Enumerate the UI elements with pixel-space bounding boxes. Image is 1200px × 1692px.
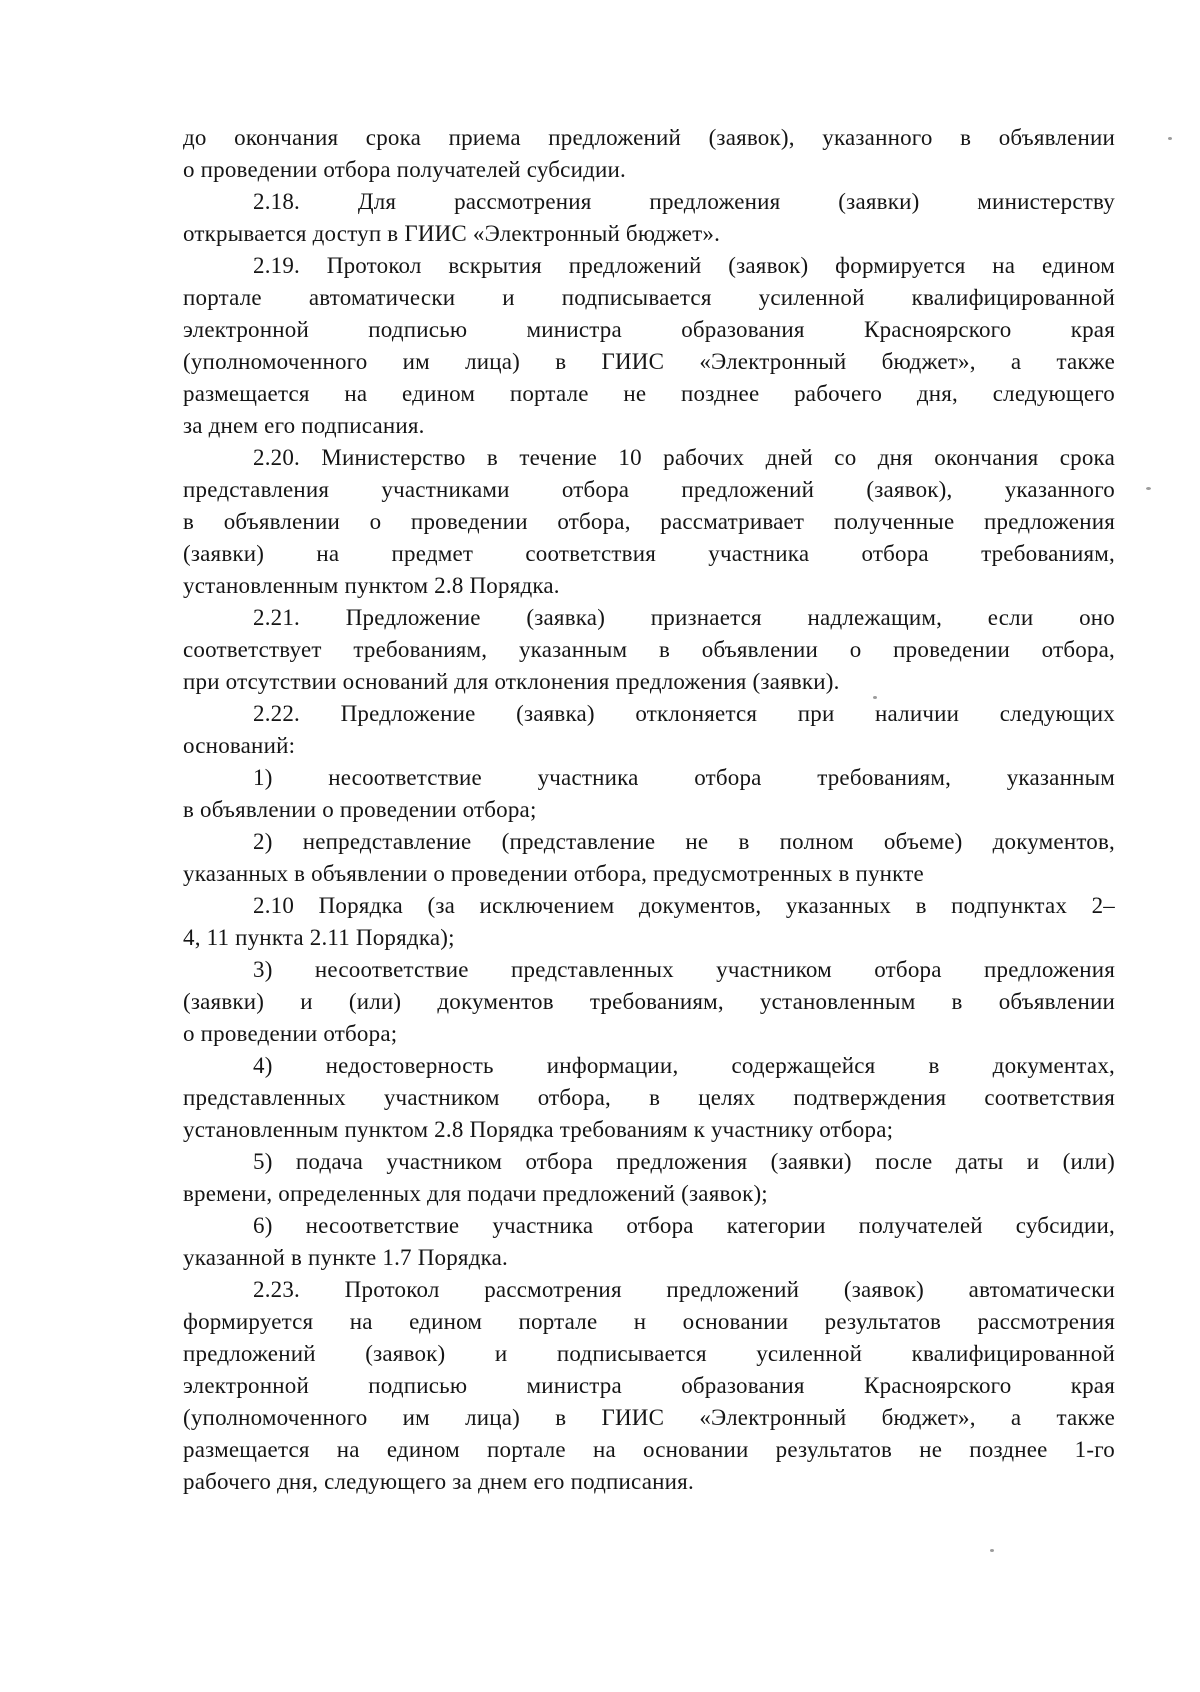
text-line: (уполномоченного им лица) в ГИИС «Электронный бюджет», а также	[183, 349, 1115, 374]
paragraph	[183, 602, 1115, 698]
scan-speck	[1168, 137, 1172, 140]
text-line: за днем его подписания.	[183, 413, 425, 438]
text-line: 5) подача участником отбора предложения (заявки) после даты и (или)	[253, 1149, 1115, 1174]
text-line: размещается на едином портале на основании результатов не позднее 1-го	[183, 1437, 1115, 1462]
text-line: в объявлении о проведении отбора;	[183, 797, 537, 822]
scan-speck	[873, 696, 877, 699]
text-line: установленным пунктом 2.8 Порядка требованиям к участнику отбора;	[183, 1117, 894, 1142]
text-line: открывается доступ в ГИИС «Электронный бюджет».	[183, 221, 721, 246]
paragraph	[183, 954, 1115, 1050]
text-line: указанной в пункте 1.7 Порядка.	[183, 1245, 508, 1270]
text-line: при отсутствии оснований для отклонения предложения (заявки).	[183, 669, 840, 694]
paragraph	[183, 762, 1115, 826]
paragraph	[183, 442, 1115, 602]
text-line: 2) непредставление (представление не в полном объеме) документов,	[253, 829, 1115, 854]
text-line: размещается на едином портале не позднее рабочего дня, следующего	[183, 381, 1115, 406]
text-line: указанных в объявлении о проведении отбора, предусмотренных в пункте	[183, 861, 924, 886]
text-line: (уполномоченного им лица) в ГИИС «Электронный бюджет», а также	[183, 1405, 1115, 1430]
text-line: оснований:	[183, 733, 296, 758]
paragraph	[183, 1210, 1115, 1274]
text-line: 4) недостоверность информации, содержащейся в документах,	[253, 1053, 1115, 1078]
paragraph	[183, 698, 1115, 762]
paragraph	[183, 1274, 1115, 1498]
document-body	[183, 122, 1115, 1498]
text-line: рабочего дня, следующего за днем его подписания.	[183, 1469, 694, 1494]
text-line: 2.19. Протокол вскрытия предложений (заявок) формируется на едином	[253, 253, 1115, 278]
text-line: установленным пунктом 2.8 Порядка.	[183, 573, 560, 598]
text-line: (заявки) на предмет соответствия участника отбора требованиям,	[183, 541, 1115, 566]
text-line: портале автоматически и подписывается усиленной квалифицированной	[183, 285, 1115, 310]
text-line: электронной подписью министра образования Красноярского края	[183, 317, 1115, 342]
text-line: до окончания срока приема предложений (заявок), указанного в объявлении	[183, 125, 1115, 150]
text-line: 2.23. Протокол рассмотрения предложений (заявок) автоматически	[253, 1277, 1115, 1302]
paragraph	[183, 1050, 1115, 1146]
text-line: в объявлении о проведении отбора, рассматривает полученные предложения	[183, 509, 1115, 534]
text-line: 2.22. Предложение (заявка) отклоняется при наличии следующих	[253, 701, 1115, 726]
paragraph	[183, 1146, 1115, 1210]
paragraph	[183, 826, 1115, 954]
text-line: о проведении отбора;	[183, 1021, 398, 1046]
text-line: электронной подписью министра образования Красноярского края	[183, 1373, 1115, 1398]
text-line: 6) несоответствие участника отбора категории получателей субсидии,	[253, 1213, 1115, 1238]
paragraph	[183, 122, 1115, 186]
text-line: времени, определенных для подачи предложений (заявок);	[183, 1181, 768, 1206]
text-line: представленных участником отбора, в целях подтверждения соответствия	[183, 1085, 1115, 1110]
scan-speck	[1146, 487, 1151, 490]
text-line: 1) несоответствие участника отбора требованиям, указанным	[253, 765, 1115, 790]
text-line: о проведении отбора получателей субсидии.	[183, 157, 626, 182]
text-line: 2.20. Министерство в течение 10 рабочих дней со дня окончания срока	[253, 445, 1115, 470]
text-line: 3) несоответствие представленных участником отбора предложения	[253, 957, 1115, 982]
text-line: 2.18. Для рассмотрения предложения (заявки) министерству	[253, 189, 1115, 214]
text-line: (заявки) и (или) документов требованиям, установленным в объявлении	[183, 989, 1115, 1014]
text-line: предложений (заявок) и подписывается усиленной квалифицированной	[183, 1341, 1115, 1366]
paragraph	[183, 186, 1115, 250]
text-line: формируется на едином портале н основании результатов рассмотрения	[183, 1309, 1115, 1334]
text-line: 4, 11 пункта 2.11 Порядка);	[183, 925, 455, 950]
text-line: соответствует требованиям, указанным в объявлении о проведении отбора,	[183, 637, 1115, 662]
paragraph	[183, 250, 1115, 442]
text-line: 2.21. Предложение (заявка) признается надлежащим, если оно	[253, 605, 1115, 630]
scan-speck	[990, 1549, 994, 1552]
text-line: 2.10 Порядка (за исключением документов, указанных в подпунктах 2–	[253, 893, 1115, 918]
text-line: представления участниками отбора предложений (заявок), указанного	[183, 477, 1115, 502]
